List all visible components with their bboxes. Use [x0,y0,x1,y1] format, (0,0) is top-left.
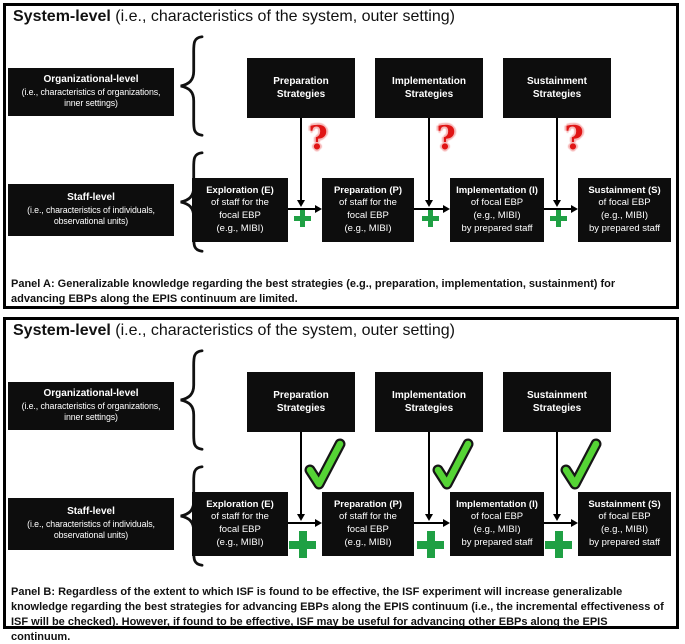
exploration-line3: focal EBP [219,210,261,221]
implementation-line4: by prepared staff [461,536,533,548]
exploration-heading: Exploration (E) [206,498,274,510]
staff-level-heading: Staff-level [67,506,115,518]
exploration-line2: of staff for the [211,511,269,523]
exploration-line4: (e.g., MIBI) [216,536,264,548]
exploration-box [192,178,288,242]
implementation-strategies-line2: Strategies [404,403,454,414]
strategy-arrow-2 [428,118,430,200]
question-mark-icon: ? [436,118,456,157]
strategy-arrow-3 [556,118,558,200]
implementation-box [450,178,544,242]
organizational-level-heading: Organizational-level [43,388,139,400]
preparation-strategies-line2: Strategies [276,403,326,414]
organizational-level-box [8,68,174,116]
system-level-title-bold: System-level [13,8,111,25]
preparation-line2: of staff for the [339,197,397,209]
panel-b-caption: Panel B: Regardless of the extent to which ISF is found to be effective, the ISF experiment will increase generalizable knowledge regarding the best strategies for advancing EBPs along the EPIS continuum (i.e., the incremental effectiveness of ISF will be checked). However, if found to be effective, ISF may be useful for advancing other EBPs along the EPIS continuum. [11,586,664,643]
organizational-level-line2: (i.e., characteristics of organizations, [21,401,161,412]
implementation-line2: of focal EBP [470,197,524,209]
preparation-strategies-line1: Preparation [273,389,329,401]
system-level-title-rest: (i.e., characteristics of the system, outer setting) [110,8,455,25]
sustainment-line3: (e.g., MIBI) [601,210,648,221]
implementation-line3: (e.g., MIBI) [473,524,521,535]
staff-level-box [8,184,174,236]
sustainment-line4: by prepared staff [588,536,661,548]
implementation-strategies-box [375,58,483,118]
curly-brace-org-icon [173,348,207,452]
preparation-strategies-box [247,58,355,118]
system-level-title-rest: (i.e., characteristics of the system, outer setting) [110,322,455,339]
strategy-arrow-1 [300,118,302,200]
staff-level-line2: (i.e., characteristics of individuals, [27,519,155,530]
plus-icon [550,210,567,227]
checkmark-icon [430,438,474,490]
preparation-line3: focal EBP [347,210,389,221]
implementation-strategies-line1: Implementation [392,389,466,401]
organizational-level-line3: inner settings) [64,98,118,109]
exploration-heading: Exploration (E) [206,184,274,196]
stage-arrow-2 [414,522,443,524]
sustainment-line3: (e.g., MIBI) [601,524,648,535]
preparation-strategies-line2: Strategies [276,89,326,100]
implementation-box [450,492,544,556]
plus-icon [289,531,316,558]
preparation-line4: (e.g., MIBI) [344,536,392,548]
implementation-heading: Implementation (I) [456,184,538,196]
preparation-strategies-line1: Preparation [273,75,329,87]
sustainment-strategies-line1: Sustainment [526,389,587,401]
sustainment-line2: of focal EBP [598,197,651,209]
sustainment-strategies-line2: Strategies [532,403,582,414]
implementation-line2: of focal EBP [470,511,524,523]
stage-arrow-3 [544,522,571,524]
implementation-strategies-line1: Implementation [392,75,466,87]
plus-icon [417,531,444,558]
checkmark-icon [302,438,346,490]
stage-arrow-1 [288,522,315,524]
preparation-line2: of staff for the [339,511,397,523]
plus-icon [545,531,572,558]
panel-b [3,317,679,643]
question-mark-icon: ? [308,118,328,157]
implementation-heading: Implementation (I) [456,498,538,510]
system-level-title [13,8,455,26]
exploration-box [192,492,288,556]
organizational-level-box [8,382,174,430]
preparation-line3: focal EBP [347,524,389,535]
plus-icon [422,210,439,227]
system-level-title-bold: System-level [13,322,111,339]
sustainment-heading: Sustainment (S) [588,184,661,196]
panel-a-caption: Panel A: Generalizable knowledge regarding the best strategies (e.g., preparation, implementation, sustainment) for advancing EBPs along the EPIS continuum are limited. [11,278,616,305]
implementation-strategies-line2: Strategies [404,89,454,100]
sustainment-box [578,178,671,242]
checkmark-icon [558,438,602,490]
sustainment-strategies-box [503,58,611,118]
exploration-line3: focal EBP [219,524,261,535]
sustainment-line2: of focal EBP [598,511,651,523]
system-level-title [13,322,455,340]
sustainment-heading: Sustainment (S) [588,498,661,510]
preparation-box [322,178,414,242]
sustainment-strategies-box [503,372,611,432]
staff-level-line3: observational units) [53,530,129,541]
panel-a [3,3,679,309]
preparation-strategies-box [247,372,355,432]
exploration-line4: (e.g., MIBI) [216,222,264,234]
question-mark-icon: ? [564,118,584,157]
sustainment-box [578,492,671,556]
preparation-heading: Preparation (P) [333,184,403,196]
preparation-box [322,492,414,556]
staff-level-heading: Staff-level [67,192,115,204]
preparation-heading: Preparation (P) [333,498,403,510]
exploration-line2: of staff for the [211,197,269,209]
sustainment-strategies-line2: Strategies [532,89,582,100]
sustainment-line4: by prepared staff [588,222,661,234]
implementation-strategies-box [375,372,483,432]
sustainment-strategies-line1: Sustainment [526,75,587,87]
curly-brace-org-icon [173,34,207,138]
organizational-level-line3: inner settings) [64,412,118,423]
organizational-level-heading: Organizational-level [43,74,139,86]
implementation-line4: by prepared staff [461,222,533,234]
plus-icon [294,210,311,227]
organizational-level-line2: (i.e., characteristics of organizations, [21,87,161,98]
staff-level-box [8,498,174,550]
preparation-line4: (e.g., MIBI) [344,222,392,234]
staff-level-line3: observational units) [53,216,129,227]
staff-level-line2: (i.e., characteristics of individuals, [27,205,155,216]
implementation-line3: (e.g., MIBI) [473,210,521,221]
